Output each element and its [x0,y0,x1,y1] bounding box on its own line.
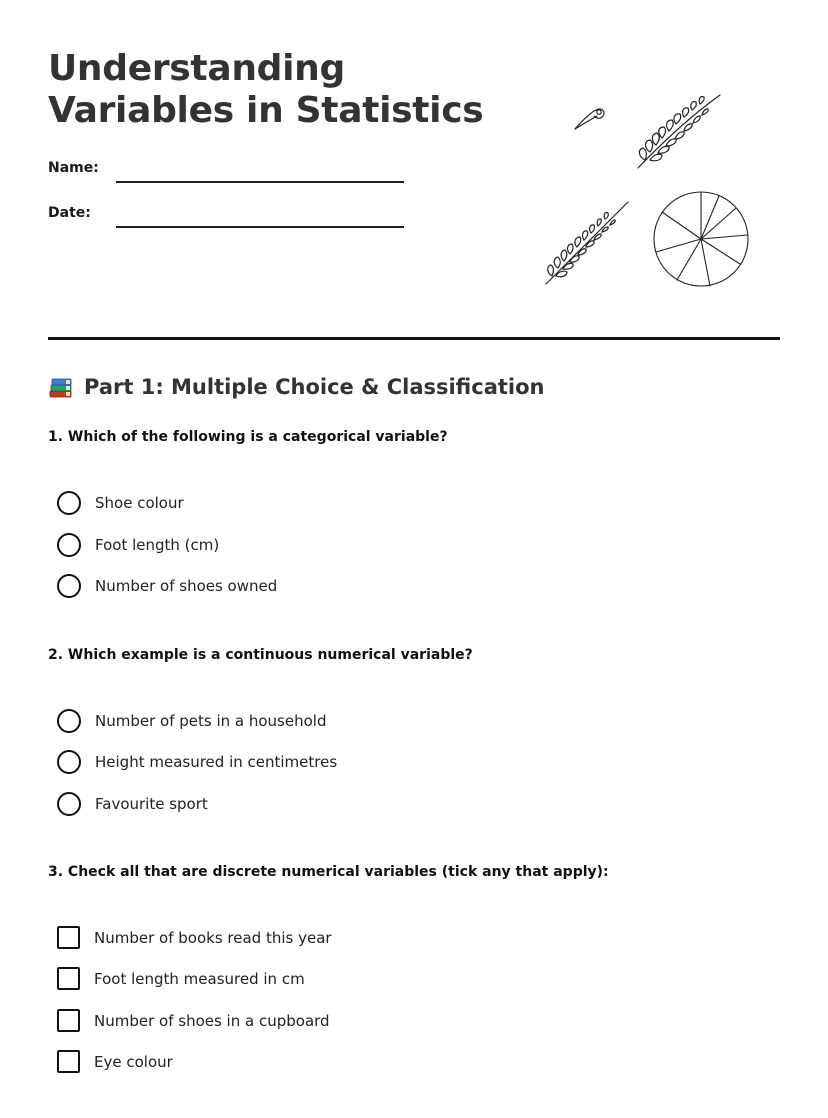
checkbox[interactable] [57,967,80,990]
checkbox[interactable] [57,1009,80,1032]
option-label: Favourite sport [95,795,208,813]
q3-option-4[interactable] [57,1050,173,1073]
q3-option-3[interactable] [57,1009,330,1032]
option-label: Number of pets in a household [95,712,327,730]
question-3-text: 3. Check all that are discrete numerical variables (tick any that apply): [48,864,609,880]
title-line-2: Variables in Statistics [48,90,484,131]
q3-option-1[interactable] [57,926,332,949]
checkbox[interactable] [57,1050,80,1073]
q1-option-3[interactable] [57,574,277,598]
q1-option-2[interactable] [57,533,219,557]
question-1-text: 1. Which of the following is a categorical variable? [48,429,448,445]
option-label: Shoe colour [95,494,184,512]
radio-button[interactable] [57,750,81,774]
radio-button[interactable] [57,792,81,816]
kiwi-bird-icon [575,109,604,129]
part-1-title: Part 1: Multiple Choice & Classification [84,375,545,399]
option-label: Number of shoes owned [95,577,278,595]
q2-option-1[interactable] [57,709,326,733]
date-field[interactable] [116,226,404,228]
fern-frond-icon [546,202,628,284]
fern-frond-icon [638,95,720,168]
option-label: Foot length (cm) [95,536,220,554]
question-2-text: 2. Which example is a continuous numerical variable? [48,647,473,663]
radio-button[interactable] [57,709,81,733]
q2-option-3[interactable] [57,792,208,816]
books-icon [48,374,74,400]
option-label: Foot length measured in cm [94,969,305,988]
radio-button[interactable] [57,574,81,598]
q1-option-1[interactable] [57,491,184,515]
name-label: Name: [48,160,99,176]
q3-option-2[interactable] [57,967,305,990]
title-line-1: Understanding [48,48,345,89]
option-label: Eye colour [94,1052,173,1071]
section-divider [48,337,780,340]
decorative-illustration [540,88,770,298]
name-field[interactable] [116,181,404,183]
q2-option-2[interactable] [57,750,337,774]
radio-button[interactable] [57,533,81,557]
radio-button[interactable] [57,491,81,515]
pie-chart-icon [654,192,748,286]
option-label: Number of books read this year [94,928,332,947]
option-label: Height measured in centimetres [95,753,338,771]
part-1-heading [48,374,544,400]
date-label: Date: [48,205,91,221]
checkbox[interactable] [57,926,80,949]
worksheet-title [48,48,548,132]
option-label: Number of shoes in a cupboard [94,1011,330,1030]
